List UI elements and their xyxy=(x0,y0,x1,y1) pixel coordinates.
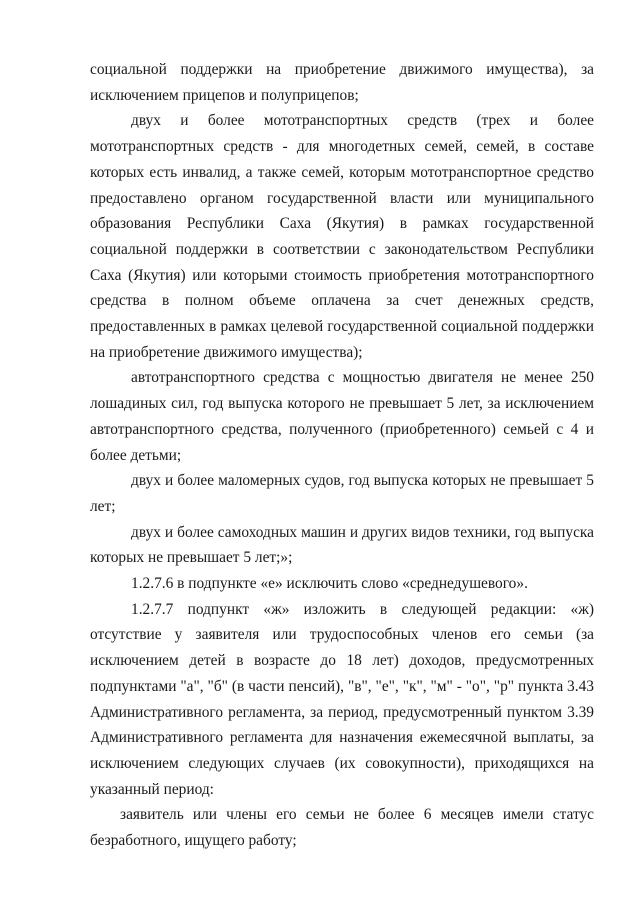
paragraph-autotransport: автотранспортного средства с мощностью двигателя не менее 250 лошадиных сил, год выпуска которого не превышает 5 лет, за исключением автотранспортного средства, полученного (приобретенного) семьей с 4 и более детьми; xyxy=(90,369,594,464)
document-body xyxy=(90,57,594,854)
paragraph-self-propelled: двух и более самоходных машин и других видов техники, год выпуска которых не превышает 5 лет;»; xyxy=(90,523,594,567)
paragraph-small-vessels: двух и более маломерных судов, год выпуска которых не превышает 5 лет; xyxy=(90,472,594,515)
paragraph-1-2-7-7: 1.2.7.7 подпункт «ж» изложить в следующей редакции: «ж) отсутствие у заявителя или трудоспособных членов его семьи (за исключением детей в возрасте до 18 лет) доходов, предусмотренных подпунктами "а", "б" (в части пенсий), "в", "е", "к", "м" - "о", "р" пункта 3.43 Административного регламента, за период, предусмотренный пунктом 3.39 Административного регламента для назначения ежемесячной выплаты, за исключением следующих случаев (их совокупности), приходящихся на указанный период: xyxy=(90,600,594,798)
paragraph-mototransport: двух и более мототранспортных средств (трех и более мототранспортных средств - для многодетных семей, семей, в составе которых есть инвалид, а также семей, которым мототранспортное средство предоставлено органом государственной власти или муниципального образования Республики Саха (Якутия) в рамках государственной социальной поддержки в соответствии с законодательством Республики Саха (Якутия) или которыми стоимость приобретения мототранспортного средства в полном объеме оплачена за счет денежных средств, предоставленных в рамках целевой государственной социальной поддержки на приобретение движимого имущества); xyxy=(90,112,594,361)
paragraph-continuation: социальной поддержки на приобретение движимого имущества), за исключением прицепов и полуприцепов; xyxy=(90,61,594,104)
paragraph-unemployed: заявитель или члены его семьи не более 6 месяцев имели статус безработного, ищущего работу; xyxy=(90,806,594,850)
paragraph-1-2-7-6: 1.2.7.6 в подпункте «е» исключить слово «среднедушевого». xyxy=(131,575,528,593)
